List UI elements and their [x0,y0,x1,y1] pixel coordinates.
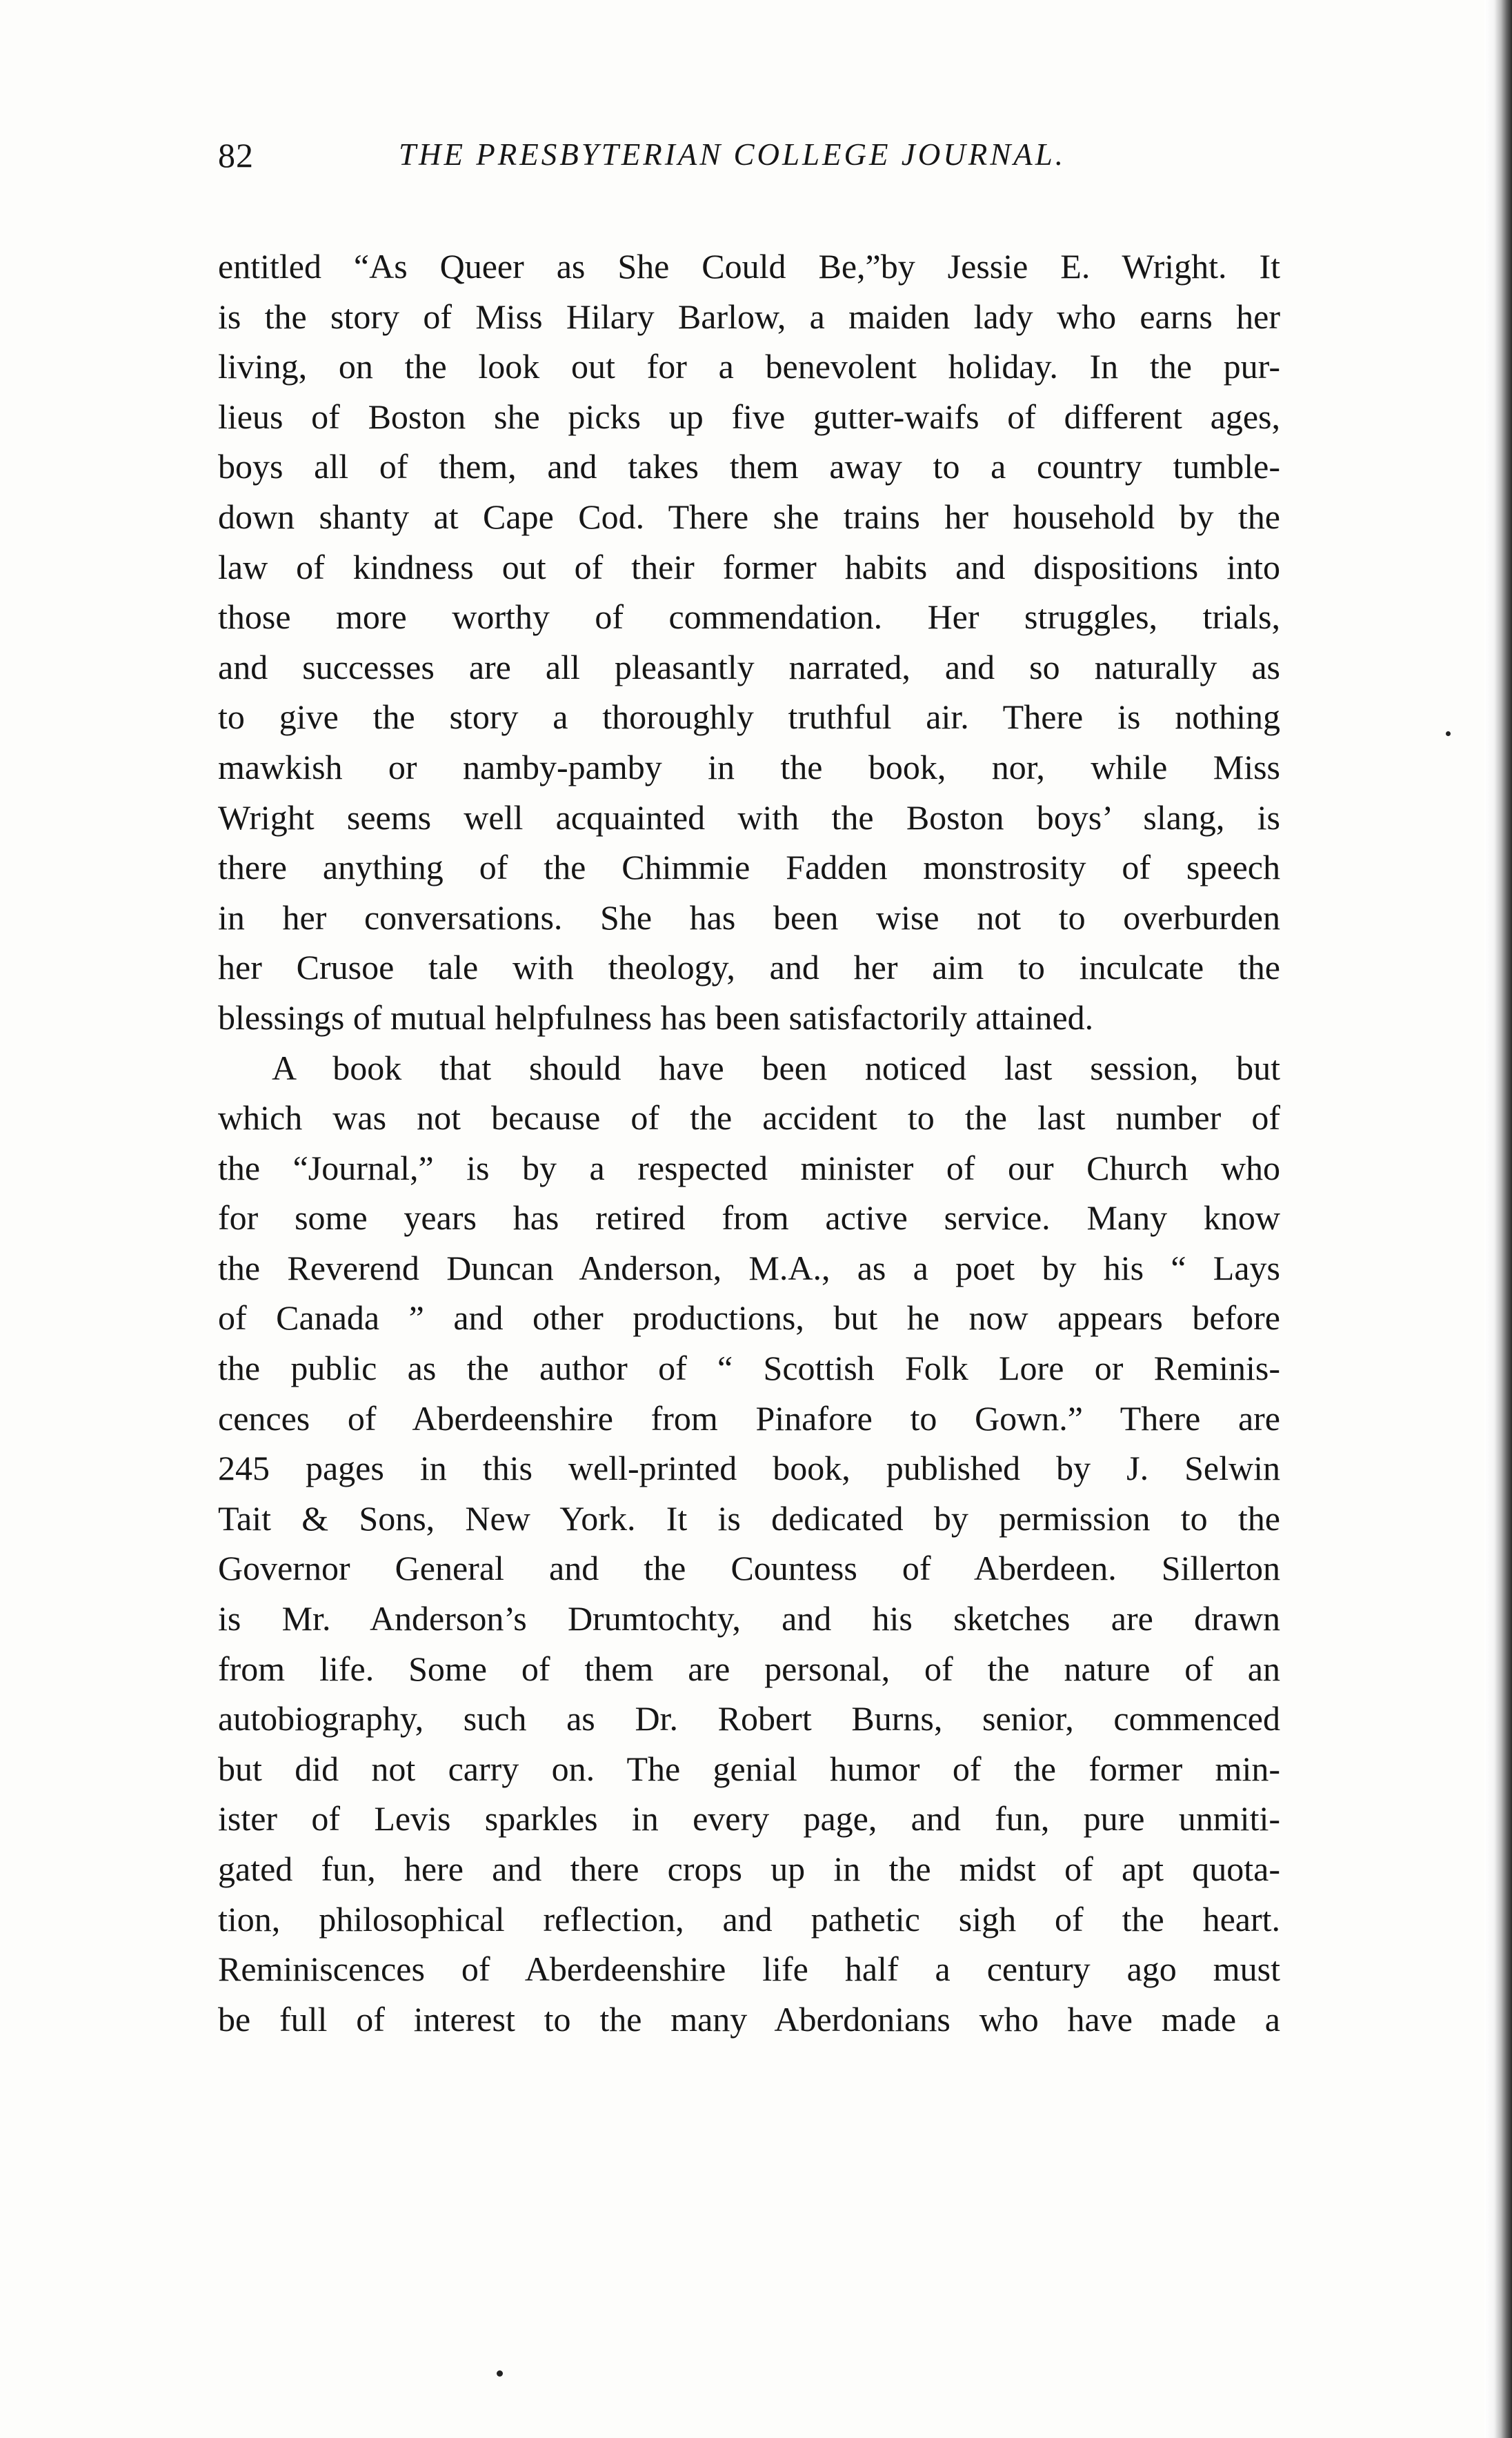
paragraph-2 [218,1043,1280,2045]
text-line: is Mr. Anderson’s Drumtochty, and his sketches are drawn [218,1599,1280,1638]
text-line: the “Journal,” is by a respected minister of our Church who [218,1148,1280,1187]
ink-speck [1446,731,1451,736]
page-header [218,135,1280,190]
text-line: lieus of Boston she picks up five gutter-waifs of different ages, [218,397,1280,436]
text-line: and successes are all pleasantly narrated, and so naturally as [218,647,1280,686]
text-line: gated fun, here and there crops up in the midst of apt quota- [218,1850,1280,1888]
ink-speck [497,2370,503,2377]
text-line: but did not carry on. The genial humor of the former min- [218,1749,1280,1788]
text-line: Tait & Sons, New York. It is dedicated by permission to the [218,1498,1280,1538]
text-line: boys all of them, and takes them away to a country tumble- [218,447,1280,486]
text-line: blessings of mutual helpfulness has been satisfactorily attained. [218,998,1094,1037]
text-line: living, on the look out for a benevolent holiday. In the pur- [218,347,1280,386]
paragraph-1 [218,241,1280,1043]
text-line: cences of Aberdeenshire from Pinafore to Gown.” There are [218,1398,1280,1438]
text-line: Governor General and the Countess of Aberdeen. Sillerton [218,1549,1280,1588]
text-line: the Reverend Duncan Anderson, M.A., as a poet by his “ Lays [218,1248,1280,1287]
text-line: there anything of the Chimmie Fadden monstrosity of speech [218,848,1280,887]
text-line: her Crusoe tale with theology, and her aim to inculcate the [218,948,1280,987]
body-text [218,241,1280,2044]
text-line: which was not because of the accident to the last number of [218,1098,1280,1138]
text-line: A book that should have been noticed last session, but [272,1048,1280,1087]
text-line: to give the story a thoroughly truthful air. There is nothing [218,697,1280,737]
text-line: entitled “As Queer as She Could Be,”by Jessie E. Wright. It [218,247,1280,286]
text-line: in her conversations. She has been wise not to overburden [218,898,1280,937]
page-number: 82 [218,136,254,175]
text-line: is the story of Miss Hilary Barlow, a maiden lady who earns her [218,297,1280,336]
text-line: of Canada ” and other productions, but he now appears before [218,1298,1280,1338]
text-line: mawkish or namby-pamby in the book, nor, while Miss [218,747,1280,786]
binding-edge-shadow [1484,0,1512,2438]
text-line: be full of interest to the many Aberdonians who have made a [218,1999,1280,2039]
text-line: for some years has retired from active service. Many know [218,1198,1280,1238]
text-line: Wright seems well acquainted with the Boston boys’ slang, is [218,797,1280,837]
text-line: ister of Levis sparkles in every page, and fun, pure unmiti- [218,1799,1280,1839]
text-line: tion, philosophical reflection, and pathetic sigh of the heart. [218,1899,1280,1939]
running-title: THE PRESBYTERIAN COLLEGE JOURNAL. [399,137,1066,172]
text-line: from life. Some of them are personal, of the nature of an [218,1649,1280,1688]
text-line: autobiography, such as Dr. Robert Burns, senior, commenced [218,1699,1280,1738]
text-line: those more worthy of commendation. Her struggles, trials, [218,597,1280,637]
text-line: the public as the author of “ Scottish Folk Lore or Reminis- [218,1349,1280,1388]
text-line: Reminiscences of Aberdeenshire life half a century ago must [218,1950,1280,1989]
text-line: 245 pages in this well-printed book, published by J. Selwin [218,1449,1280,1488]
text-line: law of kindness out of their former habits and dispositions into [218,547,1280,586]
text-line: down shanty at Cape Cod. There she trains her household by the [218,497,1280,536]
